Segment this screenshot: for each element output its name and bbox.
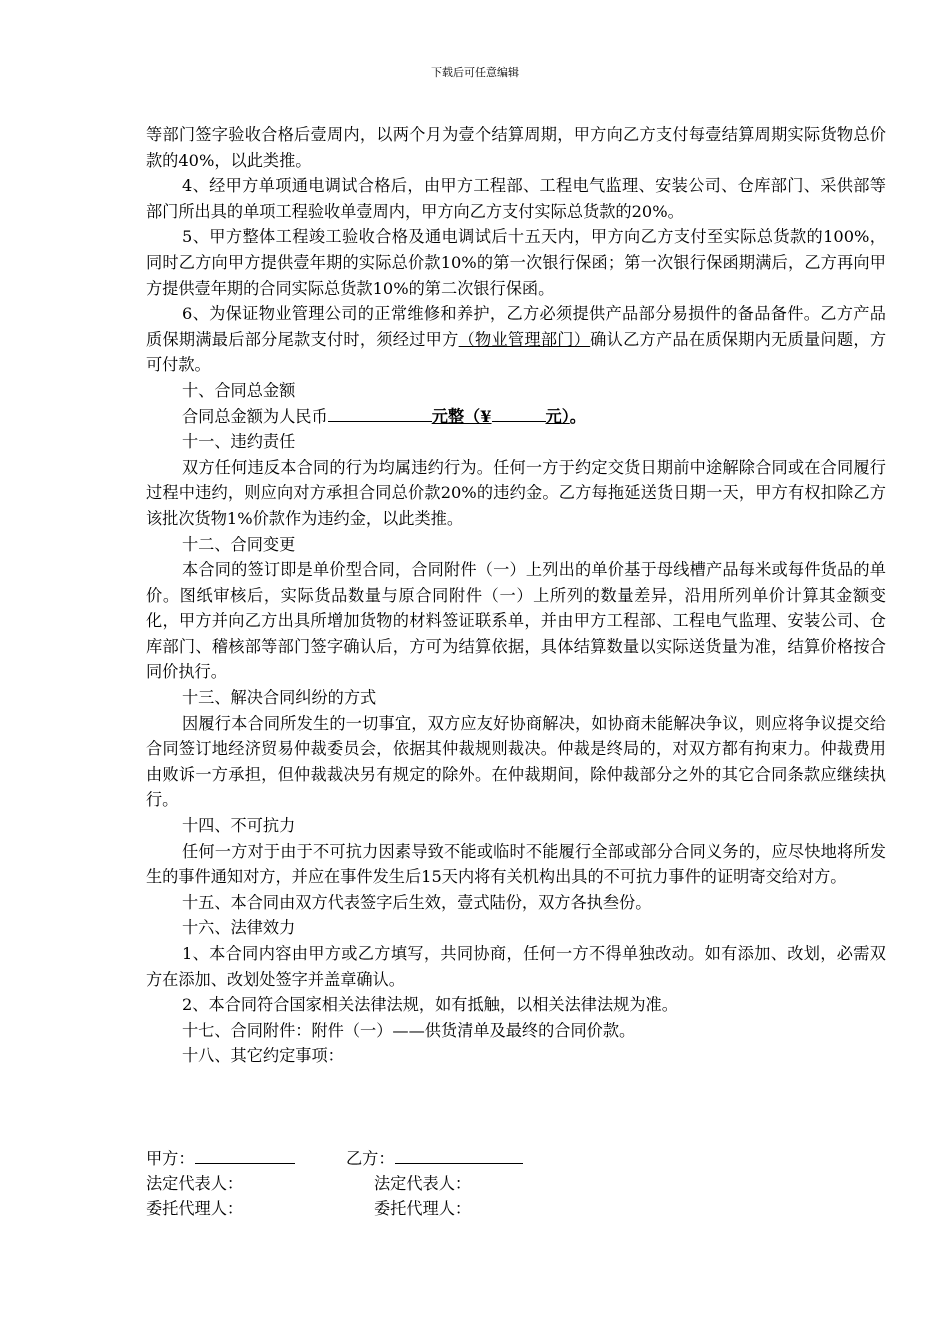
section-heading-10: 十、合同总金额: [182, 380, 296, 400]
legal-rep-a-label: 法定代表人：: [146, 1174, 244, 1193]
section-16-item-1: 1、本合同内容由甲方或乙方填写，共同协商，任何一方不得单独改动。如有添加、改划，必需双方在添加、改划处签字并盖章确认。: [146, 944, 886, 989]
amount-yuan-label: 元整（¥: [431, 406, 492, 426]
property-dept-underlined: （物业管理部门）: [458, 329, 591, 349]
party-b-group: [346, 1146, 523, 1171]
amount-label: 合同总金额为人民币: [182, 406, 328, 426]
clause-6-text-a: 6、为保证物业管理公司的正常维修和养护，乙方必须提供产品部分易损件的备品备件。乙方产品质保期满最后部分尾款支付时，须经过甲方: [146, 304, 886, 349]
amount-blank-field[interactable]: [328, 404, 432, 422]
clause-4: 4、经甲方单项通电调试合格后，由甲方工程部、工程电气监理、安装公司、仓库部门、采供部等部门所出具的单项工程验收单壹周内，甲方向乙方支付实际总货款的20%。: [146, 176, 886, 221]
section-heading-17: 十七、合同附件：附件（一）——供货清单及最终的合同价款。: [182, 1020, 636, 1040]
signature-row-agent: [146, 1196, 706, 1221]
section-14-text: 任何一方对于由于不可抗力因素导致不能或临时不能履行全部或部分合同义务的，应尽快地将所发生的事件通知对方，并应在事件发生后15天内将有关机构出具的不可抗力事件的证明寄交给对方。: [146, 841, 886, 887]
amount-period: 。: [569, 406, 586, 426]
signature-row-party: [146, 1146, 706, 1171]
section-16-item-2: 2、本合同符合国家相关法律法规，如有抵触，以相关法律法规为准。: [182, 995, 678, 1015]
clause-5: 5、甲方整体工程竣工验收合格及通电调试后十五天内，甲方向乙方支付至实际总货款的100%，同时乙方向甲方提供壹年期的实际总价款10%的第一次银行保函；第一次银行保函期满后，乙方再向甲方提供壹年期的合同实际总货款10%的第二次银行保函。: [146, 227, 886, 298]
section-heading-11: 十一、违约责任: [182, 432, 296, 452]
amount-yuan-close: 元）: [545, 406, 570, 426]
party-a-blank-field[interactable]: [195, 1146, 295, 1164]
legal-rep-b-label: 法定代表人：: [374, 1174, 472, 1193]
party-a-label: 甲方：: [146, 1149, 195, 1168]
party-b-blank-field[interactable]: [395, 1146, 523, 1164]
section-heading-16: 十六、法律效力: [182, 918, 296, 938]
agent-a-label: 委托代理人：: [146, 1199, 244, 1218]
page-header: 下载后可任意编辑: [431, 66, 519, 79]
party-b-label: 乙方：: [346, 1149, 395, 1168]
paragraph: 等部门签字验收合格后壹周内，以两个月为壹个结算周期，甲方向乙方支付每壹结算周期实际货物总价款的40%，以此类推。: [146, 125, 886, 170]
section-heading-18: 十八、其它约定事项：: [182, 1046, 344, 1066]
section-heading-13: 十三、解决合同纠纷的方式: [182, 688, 377, 708]
agent-b-label: 委托代理人：: [374, 1199, 472, 1218]
section-heading-15: 十五、本合同由双方代表签字后生效，壹式陆份，双方各执叁份。: [182, 892, 652, 912]
section-heading-12: 十二、合同变更: [182, 534, 296, 554]
signature-row-legal-rep: [146, 1171, 706, 1196]
section-heading-14: 十四、不可抗力: [182, 816, 296, 836]
section-11-text: 双方任何违反本合同的行为均属违约行为。任何一方于约定交货日期前中途解除合同或在合同履行过程中违约，则应向对方承担合同总价款20%的违约金。乙方每拖延送货日期一天，甲方有权扣除乙方该批次货物1%价款作为违约金，以此类推。: [146, 457, 886, 528]
amount-figure-blank-field[interactable]: [492, 404, 546, 422]
clause-6-text-b: 确认乙方产品在质保期内无质量问题，方可付款。: [146, 329, 887, 375]
section-13-text: 因履行本合同所发生的一切事宜，双方应友好协商解决，如协商未能解决争议，则应将争议提交给合同签订地经济贸易仲裁委员会，依据其仲裁规则裁决。仲裁是终局的，对双方都有拘束力。仲裁费用由败诉一方承担，但仲裁裁决另有规定的除外。在仲裁期间，除仲裁部分之外的其它合同条款应继续执行。: [146, 713, 886, 810]
clause-6: [146, 301, 886, 378]
section-12-text: 本合同的签订即是单价型合同，合同附件（一）上列出的单价基于母线槽产品每米或每件货品的单价。图纸审核后，实际货品数量与原合同附件（一）上所列的数量差异，沿用所列单价计算其金额变化，甲方并向乙方出具所增加货物的材料签证联系单，并由甲方工程部、工程电气监理、安装公司、仓库部门、稽核部等部门签字确认后，方可为结算依据，具体结算数量以实际送货量为准，结算价格按合同价执行。: [146, 560, 886, 682]
contract-body: [146, 122, 886, 1069]
contract-amount-line: [146, 404, 886, 430]
